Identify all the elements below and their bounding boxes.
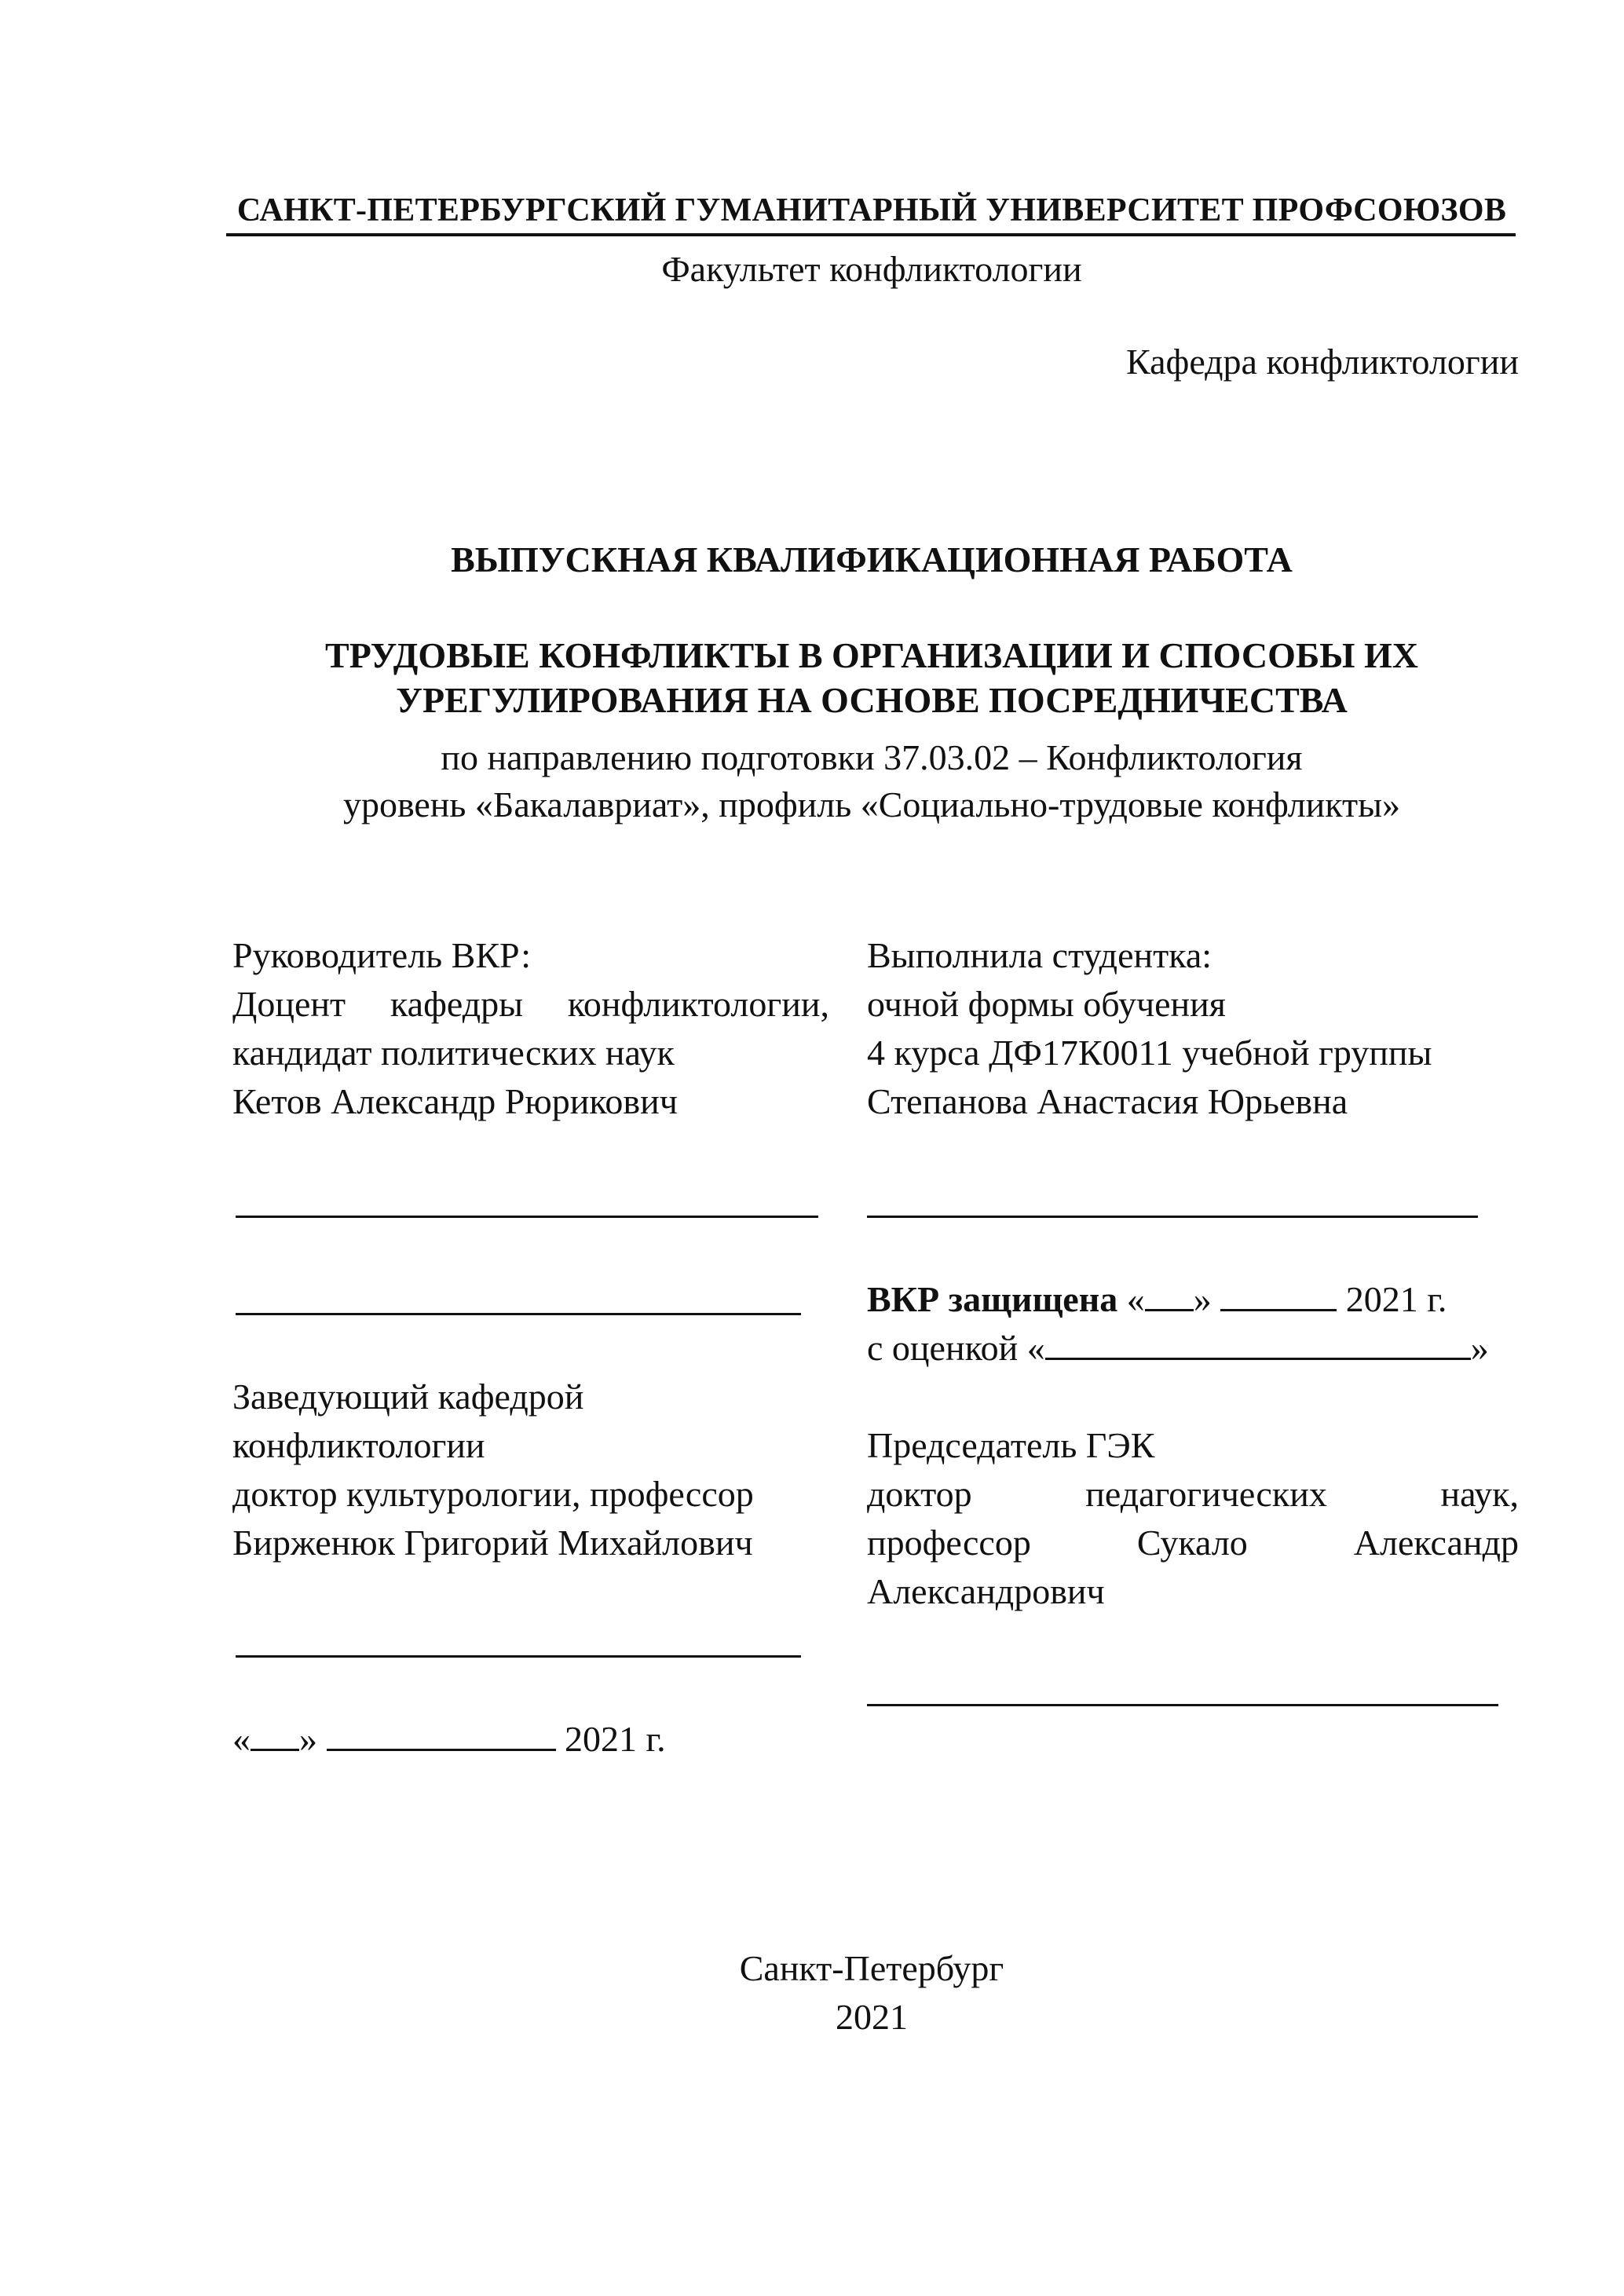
defense-month-blank[interactable] (1220, 1277, 1337, 1311)
chairman-heading: Председатель ГЭК (867, 1425, 1155, 1465)
header-divider (226, 233, 1516, 236)
chairman-patronymic: Александрович (867, 1571, 1105, 1611)
university-name: САНКТ-ПЕТЕРБУРГСКИЙ ГУМАНИТАРНЫЙ УНИВЕРСИТЕТ ПРОФСОЮЗОВ (236, 192, 1507, 229)
head-signature-line (236, 1655, 801, 1658)
supervisor-block (232, 931, 829, 1126)
student-signature-line (867, 1216, 1478, 1218)
department-name: Кафедра конфликтологии (1126, 342, 1519, 382)
chairman-degree-word: наук, (1440, 1474, 1519, 1514)
approval-date-line (232, 1715, 829, 1764)
defense-grade-label: с оценкой « (867, 1328, 1045, 1368)
head-title-line-1: Заведующий кафедрой (232, 1377, 584, 1417)
approval-date-open: « (232, 1719, 251, 1759)
student-group: 4 курса ДФ17К0011 учебной группы (867, 1033, 1432, 1073)
defense-grade-blank[interactable] (1045, 1325, 1471, 1360)
footer-year: 2021 (836, 1997, 908, 2037)
defense-grade-line (867, 1324, 1519, 1373)
student-name: Степанова Анастасия Юрьевна (867, 1081, 1348, 1121)
student-heading: Выполнила студентка: (867, 935, 1213, 975)
chairman-degree-word: доктор (867, 1474, 972, 1514)
defense-grade-close: » (1470, 1328, 1489, 1368)
chairman-name-word: Александр (1353, 1523, 1519, 1563)
supervisor-heading: Руководитель ВКР: (232, 935, 532, 975)
thesis-title-line-1: ТРУДОВЫЕ КОНФЛИКТЫ В ОРГАНИЗАЦИИ И СПОСОБЫ ИХ (325, 635, 1418, 675)
chairman-block (867, 1421, 1519, 1616)
chairman-name-line (867, 1519, 1519, 1567)
chairman-signature-line (867, 1704, 1498, 1706)
thesis-title-line-2: УРЕГУЛИРОВАНИЯ НА ОСНОВЕ ПОСРЕДНИЧЕСТВА (396, 680, 1348, 720)
defense-block (867, 1275, 1519, 1373)
chairman-degree-word: педагогических (1085, 1474, 1327, 1514)
approval-date-close: » (299, 1719, 317, 1759)
footer-city: Санкт-Петербург (739, 1948, 1004, 1988)
supervisor-position-word: конфликтологии, (567, 984, 829, 1024)
defense-date-close: » (1193, 1279, 1212, 1319)
supervisor-position (232, 980, 829, 1029)
work-type-heading: ВЫПУСКНАЯ КВАЛИФИКАЦИОННАЯ РАБОТА (451, 539, 1293, 579)
approval-month-blank[interactable] (327, 1717, 556, 1751)
defense-label: ВКР защищена (867, 1279, 1118, 1319)
study-direction: по направлению подготовки 37.03.02 – Конфликтология (441, 737, 1303, 777)
defense-date-open: « (1126, 1279, 1145, 1319)
student-study-form: очной формы обучения (867, 984, 1226, 1024)
head-of-department-block (232, 1373, 829, 1567)
head-degree: доктор культурологии, профессор (232, 1474, 754, 1514)
supervisor-second-signature-line (236, 1313, 801, 1315)
supervisor-signature-line (236, 1216, 818, 1218)
thesis-title (228, 633, 1516, 722)
faculty-name: Факультет конфликтологии (661, 249, 1082, 289)
supervisor-position-word: Доцент (232, 984, 346, 1024)
approval-day-blank[interactable] (251, 1717, 299, 1751)
defense-year: 2021 г. (1345, 1279, 1447, 1319)
defense-day-blank[interactable] (1145, 1277, 1194, 1311)
head-title-line-2: конфликтологии (232, 1425, 485, 1465)
supervisor-degree: кандидат политических наук (232, 1033, 675, 1073)
head-name: Бирженюк Григорий Михайлович (232, 1523, 753, 1563)
chairman-degree (867, 1470, 1519, 1519)
chairman-name-word: Сукало (1136, 1523, 1248, 1563)
supervisor-position-word: кафедры (390, 984, 524, 1024)
chairman-name-word: профессор (867, 1523, 1031, 1563)
supervisor-name: Кетов Александр Рюрикович (232, 1081, 678, 1121)
defense-line (867, 1275, 1519, 1324)
approval-year: 2021 г. (565, 1719, 666, 1759)
student-block (867, 931, 1519, 1126)
study-level: уровень «Бакалавриат», профиль «Социально-трудовые конфликты» (342, 784, 1401, 824)
